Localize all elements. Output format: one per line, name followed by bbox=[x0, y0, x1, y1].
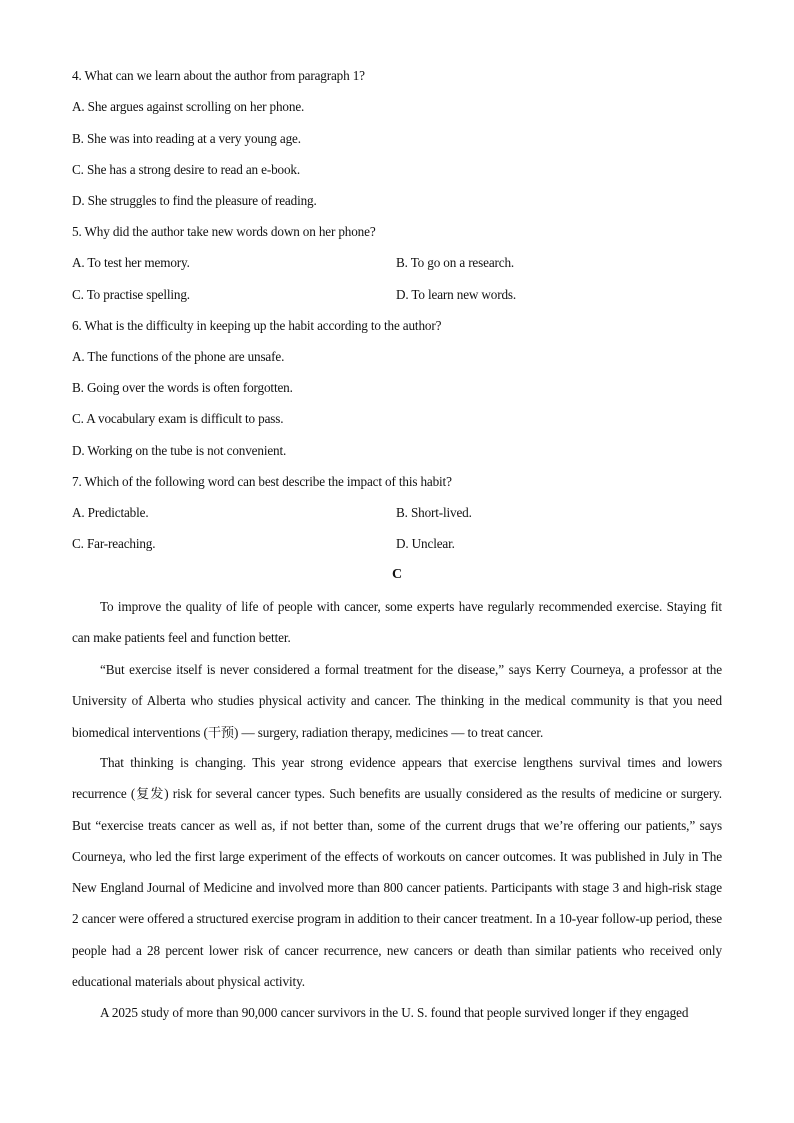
question-5-option-c: C. To practise spelling. bbox=[72, 287, 190, 302]
question-6-option-d: D. Working on the tube is not convenient. bbox=[72, 443, 287, 458]
question-5-option-b: B. To go on a research. bbox=[396, 255, 515, 270]
paragraph-text: A 2025 study of more than 90,000 cancer survivors in the U. S. found that people survived longer if they engaged bbox=[100, 1005, 689, 1020]
question-5-stem: 5. Why did the author take new words down on her phone? bbox=[72, 224, 376, 239]
paragraph-text: That thinking is changing. This year strong evidence appears that exercise lengthens survival times and lowers recurrence (复发) risk for several cancer types. Such benefits are usually considered as the results of medicine or surgery. But “exercise treats cancer as well as, if not better than, some of the current drugs that we’re offering our patients,” says Courneya, who led the first large experiment of the effects of workouts on cancer outcomes. It was published in July in The New England Journal of Medicine and involved more than 800 cancer patients. Participants with stage 3 and high-risk stage 2 cancer were offered a structured exercise program in addition to their cancer treatment. In a 10-year follow-up period, these people had a 28 percent lower risk of cancer recurrence, new cancers or death than similar patients who received only educational materials about physical activity. bbox=[72, 755, 722, 990]
question-7-option-d: D. Unclear. bbox=[396, 536, 455, 551]
question-5-option-a: A. To test her memory. bbox=[72, 255, 190, 270]
question-7-option-b: B. Short-lived. bbox=[396, 505, 472, 520]
question-4-stem: 4. What can we learn about the author from paragraph 1? bbox=[72, 68, 365, 83]
section-heading: C bbox=[391, 567, 403, 582]
question-7-stem: 7. Which of the following word can best describe the impact of this habit? bbox=[72, 474, 452, 489]
question-7-option-a: A. Predictable. bbox=[72, 505, 149, 520]
paragraph-text: “But exercise itself is never considered a formal treatment for the disease,” says Kerry Courneya, a professor at the University of Alberta who studies physical activity and cancer. The thinking in the medical community is that you need biomedical interventions (干预) — surgery, radiation therapy, medicines — to treat cancer. bbox=[72, 662, 722, 740]
passage-paragraph-1 bbox=[72, 591, 722, 654]
passage-paragraph-4 bbox=[72, 997, 722, 1028]
question-4-option-c: C. She has a strong desire to read an e-book. bbox=[72, 162, 300, 177]
question-4-option-b: B. She was into reading at a very young age. bbox=[72, 131, 301, 146]
question-6-stem: 6. What is the difficulty in keeping up the habit according to the author? bbox=[72, 318, 442, 333]
question-4-option-a: A. She argues against scrolling on her phone. bbox=[72, 99, 305, 114]
question-6-option-c: C. A vocabulary exam is difficult to pass. bbox=[72, 411, 284, 426]
question-7-option-c: C. Far-reaching. bbox=[72, 536, 156, 551]
passage-paragraph-3 bbox=[72, 747, 722, 997]
paragraph-text: To improve the quality of life of people with cancer, some experts have regularly recommended exercise. Staying fit can make patients feel and function better. bbox=[72, 599, 722, 646]
question-6-option-a: A. The functions of the phone are unsafe. bbox=[72, 349, 285, 364]
question-6-option-b: B. Going over the words is often forgotten. bbox=[72, 380, 293, 395]
passage-paragraph-2 bbox=[72, 654, 722, 748]
question-4-option-d: D. She struggles to find the pleasure of reading. bbox=[72, 193, 317, 208]
question-5-option-d: D. To learn new words. bbox=[396, 287, 517, 302]
